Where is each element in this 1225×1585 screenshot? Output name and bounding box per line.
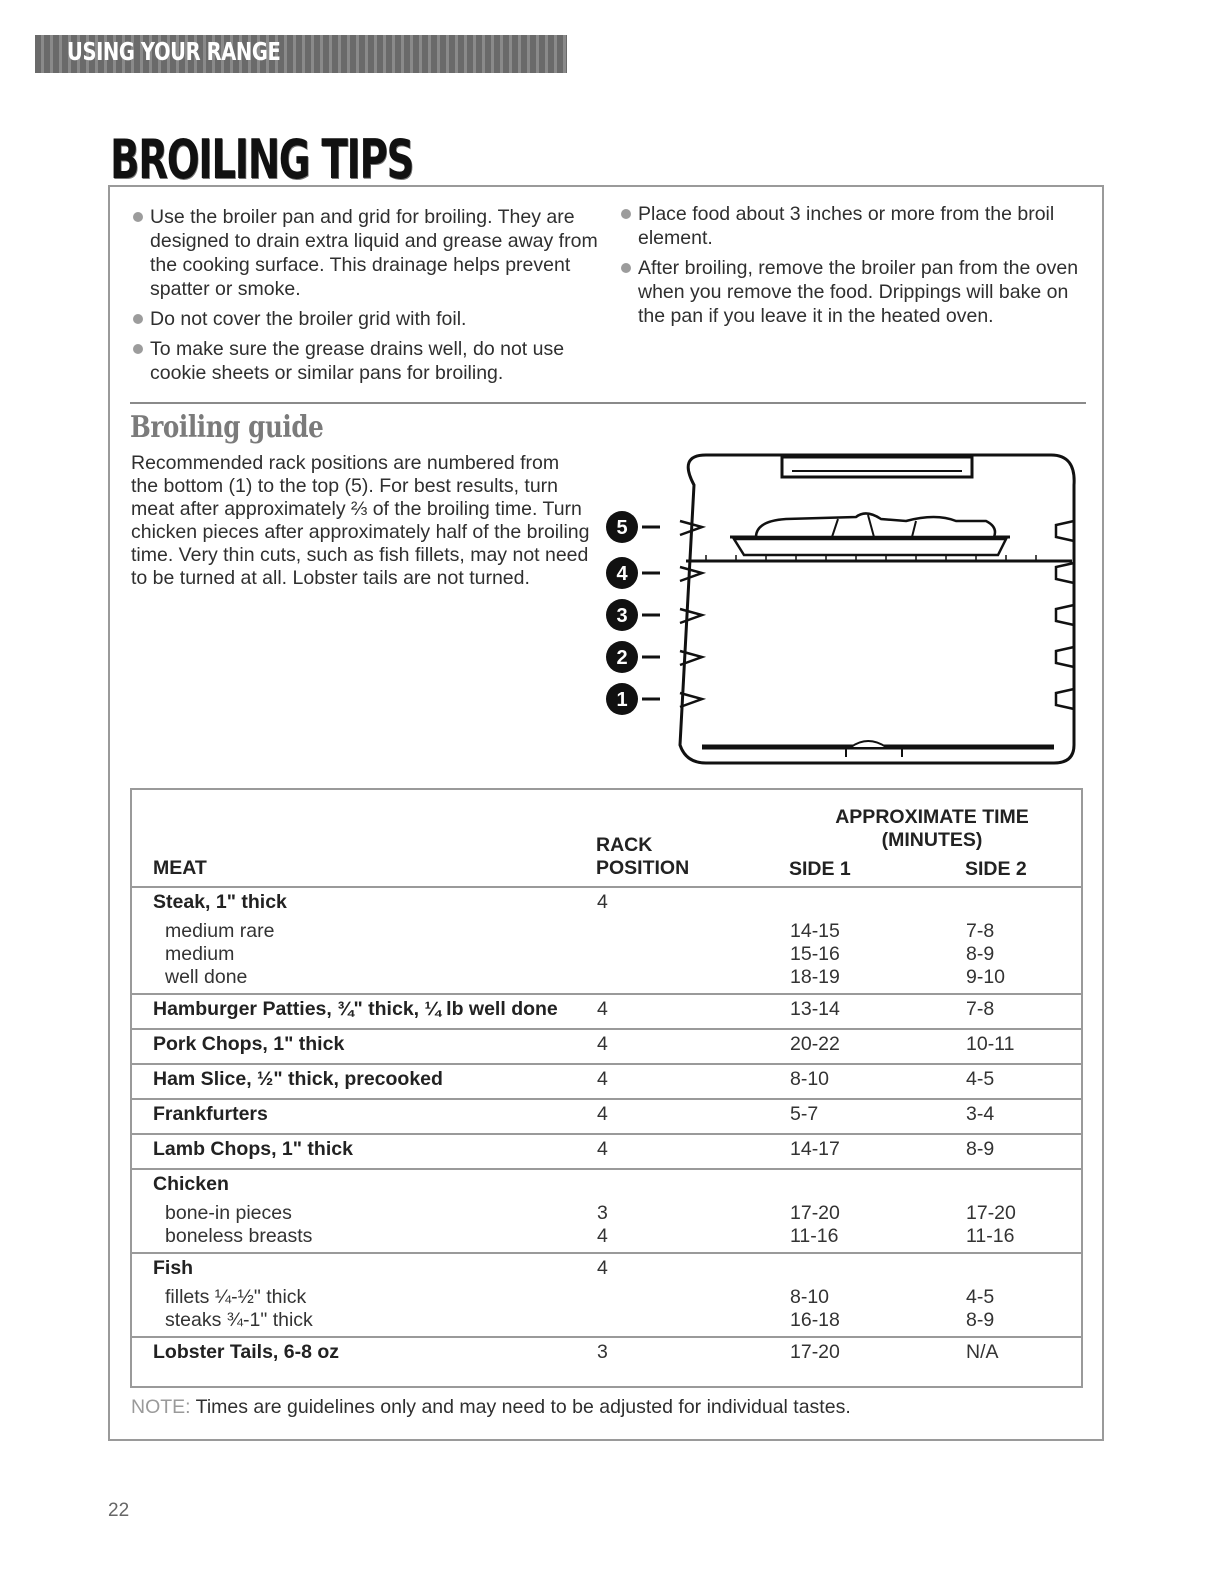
meat-cell: boneless breasts (165, 1225, 313, 1247)
meat-cell: Lobster Tails, 6-8 oz (153, 1341, 340, 1363)
rack-1-label: 1 (616, 689, 628, 711)
side1-cell: 8-10 (790, 1068, 830, 1090)
table-line (132, 998, 1081, 1021)
meat-cell: fillets ¼-½" thick (165, 1286, 307, 1308)
header-approx-time: APPROXIMATE TIME (MINUTES) (835, 806, 1029, 851)
table-row (132, 1254, 1081, 1338)
tip-text: Place food about 3 inches or more from the broil element. (638, 203, 1055, 249)
rack-cell: 3 (597, 1202, 608, 1224)
side1-cell: 18-19 (790, 966, 840, 988)
table-row (132, 995, 1081, 1030)
table-line (132, 966, 1081, 989)
meat-cell: Ham Slice, ½" thick, precooked (153, 1068, 443, 1090)
side2-cell: 17-20 (966, 1202, 1016, 1224)
table-line (132, 1033, 1081, 1056)
table-line (132, 1202, 1081, 1225)
side2-cell: 9-10 (966, 966, 1006, 988)
side2-cell: 4-5 (966, 1286, 995, 1308)
table-row (132, 1338, 1081, 1371)
bullet-icon (133, 212, 143, 222)
rack-cell: 4 (597, 1068, 608, 1090)
side1-cell: 5-7 (790, 1103, 819, 1125)
side1-cell: 20-22 (790, 1033, 840, 1055)
rack-cell: 4 (597, 1225, 608, 1247)
tips-left-list (133, 205, 603, 391)
tip-text: To make sure the grease drains well, do not use cookie sheets or similar pans for broiling. (150, 338, 565, 384)
tip-text: After broiling, remove the broiler pan from the oven when you remove the food. Drippings will bake on the pan if you leave it in the heated oven. (638, 257, 1079, 327)
meat-cell: Lamb Chops, 1" thick (153, 1138, 353, 1160)
oven-rack-diagram (606, 445, 1086, 775)
meat-cell: Chicken (153, 1173, 229, 1195)
meat-cell: bone-in pieces (165, 1202, 292, 1224)
meat-cell: Pork Chops, 1" thick (153, 1033, 345, 1055)
note-label: NOTE: (131, 1396, 191, 1418)
section-header-label: USING YOUR RANGE (67, 37, 281, 66)
rack-cell: 4 (597, 891, 608, 913)
meat-cell: medium rare (165, 920, 275, 942)
side1-cell: 17-20 (790, 1202, 840, 1224)
meat-cell: Hamburger Patties, ¾" thick, ¼ lb well done (153, 998, 558, 1020)
table-line (132, 1103, 1081, 1126)
side1-cell: 8-10 (790, 1286, 830, 1308)
side1-cell: 13-14 (790, 998, 840, 1020)
side2-cell: 7-8 (966, 998, 995, 1020)
meat-cell: steaks ¾-1" thick (165, 1309, 313, 1331)
table-line (132, 1257, 1081, 1280)
rack-2-label: 2 (616, 647, 628, 669)
tips-right-list (621, 202, 1091, 334)
tip-item (133, 337, 603, 385)
side2-cell: 4-5 (966, 1068, 995, 1090)
tip-item (133, 205, 603, 301)
meat-cell: well done (165, 966, 248, 988)
side1-cell: 11-16 (790, 1225, 839, 1247)
table-row (132, 888, 1081, 995)
side1-cell: 15-16 (790, 943, 840, 965)
rack-4-label: 4 (616, 563, 628, 585)
side1-cell: 17-20 (790, 1341, 840, 1363)
side1-cell: 14-15 (790, 920, 840, 942)
rack-cell: 4 (597, 1103, 608, 1125)
rack-cell: 3 (597, 1341, 608, 1363)
bullet-icon (133, 314, 143, 324)
section-header-bar (35, 35, 567, 73)
page-title: BROILING TIPS (110, 128, 414, 191)
table-row (132, 1170, 1081, 1254)
meat-cell: Frankfurters (153, 1103, 268, 1125)
table-line (132, 1309, 1081, 1332)
page-number: 22 (108, 1500, 130, 1521)
side2-cell: 10-11 (966, 1033, 1015, 1055)
table-body (132, 888, 1081, 1371)
header-side-2: SIDE 2 (965, 858, 1027, 880)
table-row (132, 1065, 1081, 1100)
side1-cell: 14-17 (790, 1138, 840, 1160)
tip-text: Do not cover the broiler grid with foil. (150, 308, 467, 330)
rack-cell: 4 (597, 1257, 608, 1279)
rack-3-label: 3 (616, 605, 628, 627)
table-line (132, 1341, 1081, 1364)
tip-item (621, 256, 1091, 328)
table-row (132, 1030, 1081, 1065)
meat-cell: Fish (153, 1257, 194, 1279)
rack-5-label: 5 (616, 517, 628, 539)
table-line (132, 891, 1081, 914)
bullet-icon (621, 263, 631, 273)
broiling-table (130, 788, 1083, 1388)
side2-cell: 8-9 (966, 1309, 995, 1331)
broiling-guide-title: Broiling guide (130, 410, 324, 445)
table-line (132, 943, 1081, 966)
rack-cell: 4 (597, 1138, 608, 1160)
side1-cell: 16-18 (790, 1309, 840, 1331)
note-text: Times are guidelines only and may need to be adjusted for individual tastes. (190, 1396, 851, 1418)
header-side-1: SIDE 1 (789, 858, 851, 880)
table-line (132, 1068, 1081, 1091)
table-line (132, 1286, 1081, 1309)
table-note (131, 1396, 851, 1419)
bullet-icon (133, 344, 143, 354)
table-row (132, 1100, 1081, 1135)
side2-cell: 8-9 (966, 943, 995, 965)
bullet-icon (621, 209, 631, 219)
side2-cell: N/A (966, 1341, 999, 1363)
side2-cell: 3-4 (966, 1103, 995, 1125)
table-row (132, 1135, 1081, 1170)
table-line (132, 920, 1081, 943)
rack-number-badges (606, 511, 660, 715)
tip-item (621, 202, 1091, 250)
header-rack-position: RACK POSITION (596, 834, 690, 879)
header-meat: MEAT (153, 857, 207, 879)
table-line (132, 1225, 1081, 1248)
tip-item (133, 307, 603, 331)
table-line (132, 1173, 1081, 1196)
rack-cell: 4 (597, 998, 608, 1020)
rack-cell: 4 (597, 1033, 608, 1055)
meat-cell: medium (165, 943, 235, 965)
meat-cell: Steak, 1" thick (153, 891, 287, 913)
table-line (132, 1138, 1081, 1161)
side2-cell: 7-8 (966, 920, 995, 942)
section-divider (130, 402, 1086, 404)
tip-text: Use the broiler pan and grid for broiling. They are designed to drain extra liquid and grease away from the cooking surface. This drainage helps prevent spatter or smoke. (150, 206, 598, 300)
side2-cell: 11-16 (966, 1225, 1015, 1247)
broiling-guide-intro: Recommended rack positions are numbered from the bottom (1) to the top (5). For best results, turn meat after approximately ⅔ of the broiling time. Turn chicken pieces after approximately half of the broiling time. Very thin cuts, such as fish fillets, may not need to be turned at all. Lobster tails are not turned. (131, 452, 590, 589)
side2-cell: 8-9 (966, 1138, 995, 1160)
